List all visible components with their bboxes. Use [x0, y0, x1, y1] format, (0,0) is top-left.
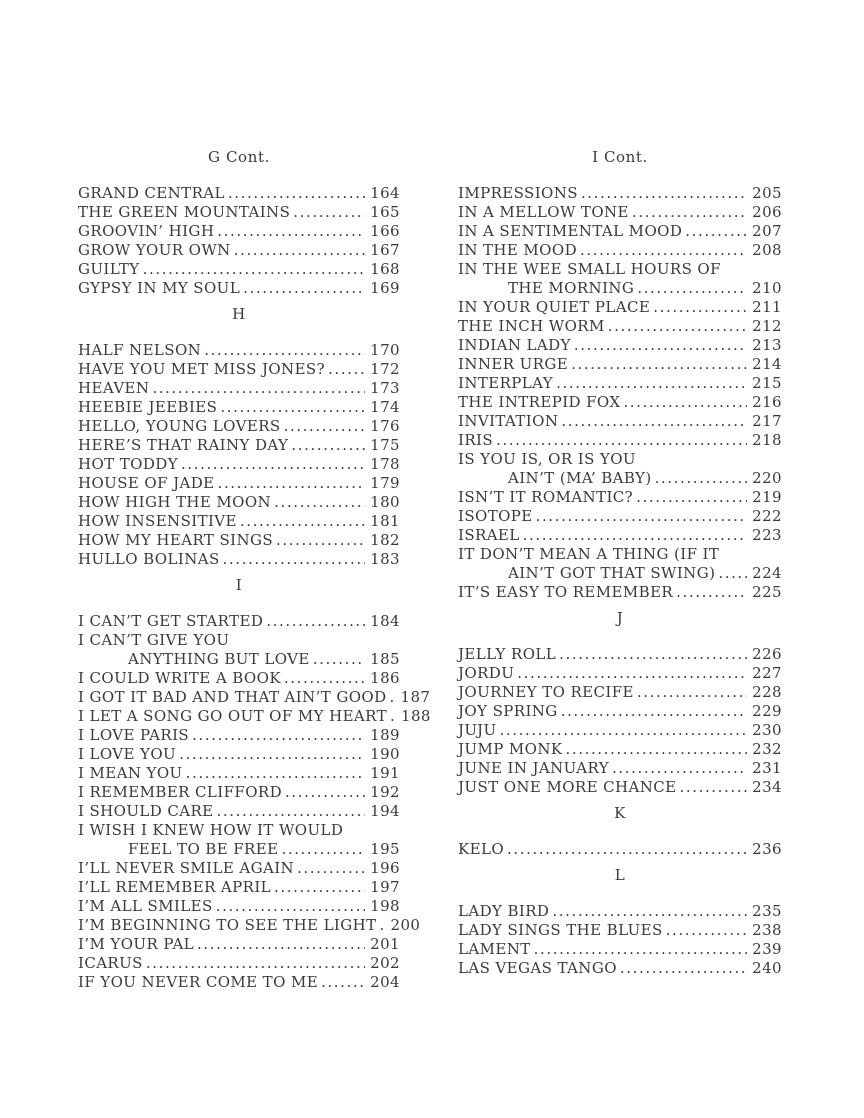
toc-entry-row [458, 902, 782, 921]
page-number: 165 [370, 203, 400, 221]
toc-entry-row [458, 279, 782, 298]
song-title: JOY SPRING [458, 702, 558, 720]
toc-entry-row [458, 583, 782, 602]
dot-leader [565, 740, 747, 759]
song-title: JORDU [458, 664, 515, 682]
dot-leader [574, 336, 747, 355]
dot-leader [192, 726, 365, 745]
page-number: 210 [752, 279, 782, 297]
song-title: INVITATION [458, 412, 559, 430]
song-title: IF YOU NEVER COME TO ME [78, 973, 319, 991]
page-number: 196 [370, 859, 400, 877]
song-title: JUMP MONK [458, 740, 563, 758]
page-number: 194 [370, 802, 400, 820]
toc-entry-row [78, 222, 400, 241]
dot-leader [179, 745, 365, 764]
dot-leader [623, 393, 747, 412]
song-title: HEEBIE JEEBIES [78, 398, 218, 416]
page-number: 218 [752, 431, 782, 449]
song-title: HOW INSENSITIVE [78, 512, 237, 530]
dot-leader [217, 802, 366, 821]
page-number: 220 [752, 469, 782, 487]
page-number: 187 [400, 688, 431, 706]
page-number: 179 [370, 474, 400, 492]
dot-leader [328, 360, 365, 379]
song-title: ISRAEL [458, 526, 520, 544]
dot-leader [152, 379, 365, 398]
song-title: IT DON’T MEAN A THING (IF IT [458, 545, 720, 563]
song-title: HOT TODDY [78, 455, 179, 473]
page-number: 234 [752, 778, 782, 796]
page-number: 167 [370, 241, 400, 259]
song-title: GRAND CENTRAL [78, 184, 225, 202]
toc-entry-row [458, 683, 782, 702]
song-title: I LOVE PARIS [78, 726, 190, 744]
page-number: 236 [752, 840, 782, 858]
page-number: 206 [752, 203, 782, 221]
dot-leader [197, 935, 365, 954]
dot-leader [620, 959, 747, 978]
dot-leader [571, 355, 747, 374]
page-number: 200 [390, 916, 421, 934]
toc-entry-row [78, 455, 400, 474]
page-number: 169 [370, 279, 400, 297]
page-number: 182 [370, 531, 400, 549]
dot-leader [291, 436, 365, 455]
page-number: 186 [370, 669, 400, 687]
song-title: I CAN’T GET STARTED [78, 612, 264, 630]
dot-leader [313, 650, 365, 669]
page-number: 174 [370, 398, 400, 416]
page-number: 205 [752, 184, 782, 202]
song-title: JUST ONE MORE CHANCE [458, 778, 677, 796]
dot-leader [552, 902, 747, 921]
toc-entry-row [78, 707, 431, 726]
toc-entry-row [458, 393, 782, 412]
dot-leader [223, 550, 366, 569]
dot-leader [274, 493, 365, 512]
toc-entry-row [458, 317, 782, 336]
dot-leader [556, 374, 747, 393]
dot-leader [297, 859, 365, 878]
page-number: 235 [752, 902, 782, 920]
song-title: INTERPLAY [458, 374, 554, 392]
page-number: 232 [752, 740, 782, 758]
toc-entry-row [78, 954, 400, 973]
dot-leader [653, 298, 747, 317]
dot-leader [181, 455, 365, 474]
page-number: 181 [370, 512, 400, 530]
dot-leader [390, 688, 396, 707]
song-title: I’M YOUR PAL [78, 935, 195, 953]
song-title: IS YOU IS, OR IS YOU [458, 450, 636, 468]
dot-leader [276, 531, 365, 550]
song-title: IN THE WEE SMALL HOURS OF [458, 260, 721, 278]
dot-leader [679, 778, 747, 797]
dot-leader [636, 488, 747, 507]
page-number: 208 [752, 241, 782, 259]
dot-leader [559, 645, 747, 664]
song-title: HERE’S THAT RAINY DAY [78, 436, 289, 454]
toc-entry-row [458, 664, 782, 683]
dot-leader [146, 954, 365, 973]
song-title: IN A SENTIMENTAL MOOD [458, 222, 683, 240]
toc-entry-row [78, 783, 400, 802]
dot-leader [216, 897, 365, 916]
toc-entry-row [458, 721, 782, 740]
song-title: LADY SINGS THE BLUES [458, 921, 663, 939]
toc-entry-row [458, 959, 782, 978]
page-number: 227 [752, 664, 782, 682]
page-number: 213 [752, 336, 782, 354]
page-number: 204 [370, 973, 400, 991]
toc-entry-row [78, 878, 400, 897]
toc-column-right [458, 0, 782, 978]
dot-leader [220, 398, 365, 417]
page-number: 166 [370, 222, 400, 240]
toc-entry-row [78, 493, 400, 512]
toc-entry-row [78, 973, 400, 992]
toc-entry-row [458, 921, 782, 940]
song-title: THE INCH WORM [458, 317, 605, 335]
toc-entry-row [78, 184, 400, 203]
toc-entry-row [78, 531, 400, 550]
page-number: 238 [752, 921, 782, 939]
song-title: THE INTREPID FOX [458, 393, 621, 411]
page-number: 201 [370, 935, 400, 953]
dot-leader [266, 612, 365, 631]
toc-entry-row [78, 859, 400, 878]
song-title: ICARUS [78, 954, 143, 972]
dot-leader [186, 764, 366, 783]
toc-entry-row [458, 940, 782, 959]
toc-entry-row [458, 241, 782, 260]
toc-entry-row [458, 431, 782, 450]
toc-entry-row [78, 916, 421, 935]
page-number: 225 [752, 583, 782, 601]
page-number: 223 [752, 526, 782, 544]
section-heading: L [614, 866, 626, 884]
dot-leader [507, 840, 747, 859]
song-title: JELLY ROLL [458, 645, 557, 663]
song-title: IMPRESSIONS [458, 184, 578, 202]
dot-leader [284, 417, 366, 436]
page-number: 195 [370, 840, 400, 858]
toc-entry-row [458, 298, 782, 317]
song-title: HOUSE OF JADE [78, 474, 215, 492]
page-number: 189 [370, 726, 400, 744]
toc-entry-row [458, 412, 782, 431]
page-number: 219 [752, 488, 782, 506]
toc-column-left [78, 0, 431, 992]
page-number: 184 [370, 612, 400, 630]
song-title: AIN’T GOT THAT SWING) [508, 564, 716, 582]
page-number: 240 [752, 959, 782, 977]
page-number: 170 [370, 341, 400, 359]
toc-entry-row [458, 645, 782, 664]
toc-entry-row [458, 759, 782, 778]
song-title: HELLO, YOUNG LOVERS [78, 417, 281, 435]
dot-leader [500, 721, 748, 740]
toc-entry-row [78, 360, 400, 379]
page-number: 228 [752, 683, 782, 701]
song-title: IRIS [458, 431, 494, 449]
page-number: 188 [401, 707, 431, 725]
dot-leader [608, 317, 747, 336]
page-number: 215 [752, 374, 782, 392]
toc-entry-row [78, 650, 400, 669]
song-title: HULLO BOLINAS [78, 550, 220, 568]
toc-entry-row [78, 436, 400, 455]
song-title: INDIAN LADY [458, 336, 571, 354]
toc-entry-row [78, 840, 400, 859]
dot-leader [204, 341, 365, 360]
toc-entry-row [78, 550, 400, 569]
page-number: 172 [370, 360, 400, 378]
toc-entry-row [78, 726, 400, 745]
dot-leader [632, 203, 747, 222]
song-title: I LOVE YOU [78, 745, 177, 763]
dot-leader [581, 184, 747, 203]
toc-entry-row [458, 450, 782, 469]
song-title: HEAVEN [78, 379, 150, 397]
dot-leader [536, 507, 748, 526]
section-heading: I Cont. [592, 148, 648, 166]
dot-leader [561, 412, 747, 431]
toc-entry-row [78, 279, 400, 298]
page-number: 183 [370, 550, 400, 568]
song-title: LAS VEGAS TANGO [458, 959, 617, 977]
toc-entry-row [78, 612, 400, 631]
toc-entry-row [78, 745, 400, 764]
dot-leader [496, 431, 747, 450]
page-number: 222 [752, 507, 782, 525]
page-number: 207 [752, 222, 782, 240]
toc-entry-row [458, 740, 782, 759]
dot-leader [685, 222, 747, 241]
dot-leader [321, 973, 365, 992]
page-number: 178 [370, 455, 400, 473]
toc-entry-row [458, 374, 782, 393]
song-title: I MEAN YOU [78, 764, 183, 782]
dot-leader [285, 783, 365, 802]
page-number: 229 [752, 702, 782, 720]
dot-leader [637, 279, 747, 298]
song-title: GYPSY IN MY SOUL [78, 279, 241, 297]
toc-entry-row [78, 669, 400, 688]
song-title: JOURNEY TO RECIFE [458, 683, 634, 701]
dot-leader [217, 222, 365, 241]
dot-leader [523, 526, 748, 545]
toc-entry-row [78, 241, 400, 260]
page-number: 197 [370, 878, 400, 896]
section-heading: J [616, 609, 624, 627]
toc-entry-row [458, 778, 782, 797]
toc-entry-row [458, 488, 782, 507]
song-title: I’LL REMEMBER APRIL [78, 878, 272, 896]
page-number: 231 [752, 759, 782, 777]
page-number: 175 [370, 436, 400, 454]
song-title: I COULD WRITE A BOOK [78, 669, 281, 687]
toc-entry-row [78, 935, 400, 954]
dot-leader [240, 512, 365, 531]
song-title: ISOTOPE [458, 507, 533, 525]
toc-entry-row [458, 469, 782, 488]
dot-leader [561, 702, 747, 721]
dot-leader [143, 260, 366, 279]
toc-entry-row [78, 631, 400, 650]
song-title: HOW MY HEART SINGS [78, 531, 274, 549]
page-number: 212 [752, 317, 782, 335]
toc-entry-row [458, 260, 782, 279]
section-heading: K [614, 804, 626, 822]
dot-leader [228, 184, 365, 203]
toc-entry-row [78, 512, 400, 531]
song-title: KELO [458, 840, 505, 858]
page-number: 239 [752, 940, 782, 958]
toc-entry-row [78, 341, 400, 360]
toc-entry-row [78, 417, 400, 436]
dot-leader [218, 474, 366, 493]
song-title: IN A MELLOW TONE [458, 203, 629, 221]
page-number: 214 [752, 355, 782, 373]
song-title: HALF NELSON [78, 341, 202, 359]
toc-entry-row [78, 379, 400, 398]
song-title: IT’S EASY TO REMEMBER [458, 583, 674, 601]
dot-leader [612, 759, 747, 778]
song-title: I’M ALL SMILES [78, 897, 213, 915]
song-title: ISN’T IT ROMANTIC? [458, 488, 634, 506]
dot-leader [390, 707, 396, 726]
song-title: IN YOUR QUIET PLACE [458, 298, 651, 316]
page-number: 190 [370, 745, 400, 763]
section-heading: I [235, 576, 243, 594]
song-title: I REMEMBER CLIFFORD [78, 783, 283, 801]
toc-entry-row [78, 203, 400, 222]
dot-leader [243, 279, 365, 298]
page-number: 191 [370, 764, 400, 782]
song-title: LADY BIRD [458, 902, 550, 920]
page-number: 180 [370, 493, 400, 511]
song-title: I CAN’T GIVE YOU [78, 631, 230, 649]
page-number: 217 [752, 412, 782, 430]
toc-entry-row [458, 564, 782, 583]
song-title: HOW HIGH THE MOON [78, 493, 272, 511]
dot-leader [293, 203, 365, 222]
dot-leader [274, 878, 365, 897]
song-title: INNER URGE [458, 355, 569, 373]
section-heading: G Cont. [208, 148, 270, 166]
song-title: I GOT IT BAD AND THAT AIN’T GOOD [78, 688, 387, 706]
dot-leader [517, 664, 747, 683]
page-number: 226 [752, 645, 782, 663]
toc-entry-row [458, 355, 782, 374]
page-number: 224 [752, 564, 782, 582]
song-title: AIN’T (MA’ BABY) [508, 469, 652, 487]
toc-entry-row [458, 222, 782, 241]
song-title: I LET A SONG GO OUT OF MY HEART [78, 707, 387, 725]
dot-leader [666, 921, 747, 940]
song-title: JUNE IN JANUARY [458, 759, 610, 777]
song-title: GROW YOUR OWN [78, 241, 231, 259]
toc-entry-row [78, 474, 400, 493]
song-title: GUILTY [78, 260, 140, 278]
dot-leader [281, 840, 365, 859]
dot-leader [534, 940, 748, 959]
page-number: 173 [370, 379, 400, 397]
page-number: 176 [370, 417, 400, 435]
dot-leader [580, 241, 747, 260]
toc-entry-row [458, 336, 782, 355]
song-title: I SHOULD CARE [78, 802, 214, 820]
song-title: JUJU [458, 721, 497, 739]
song-title: I’M BEGINNING TO SEE THE LIGHT [78, 916, 377, 934]
toc-entry-row [458, 526, 782, 545]
toc-entry-row [78, 398, 400, 417]
toc-entry-row [78, 688, 431, 707]
page-number: 202 [370, 954, 400, 972]
song-title: I’LL NEVER SMILE AGAIN [78, 859, 295, 877]
song-title: ANYTHING BUT LOVE [128, 650, 310, 668]
page-number: 198 [370, 897, 400, 915]
page-number: 230 [752, 721, 782, 739]
song-title: HAVE YOU MET MISS JONES? [78, 360, 326, 378]
toc-entry-row [458, 184, 782, 203]
dot-leader [380, 916, 386, 935]
page-number: 216 [752, 393, 782, 411]
page-number: 192 [370, 783, 400, 801]
page-number: 168 [370, 260, 400, 278]
dot-leader [676, 583, 747, 602]
song-title: THE GREEN MOUNTAINS [78, 203, 291, 221]
dot-leader [655, 469, 748, 488]
song-title: IN THE MOOD [458, 241, 578, 259]
toc-entry-row [78, 802, 400, 821]
dot-leader [718, 564, 747, 583]
toc-entry-row [458, 545, 782, 564]
toc-entry-row [458, 702, 782, 721]
dot-leader [637, 683, 747, 702]
song-title: GROOVIN’ HIGH [78, 222, 215, 240]
dot-leader [234, 241, 365, 260]
toc-entry-row [458, 840, 782, 859]
song-title: LAMENT [458, 940, 531, 958]
song-title: FEEL TO BE FREE [128, 840, 279, 858]
page-number: 185 [370, 650, 400, 668]
toc-entry-row [458, 203, 782, 222]
toc-entry-row [458, 507, 782, 526]
toc-entry-row [78, 260, 400, 279]
song-title: I WISH I KNEW HOW IT WOULD [78, 821, 344, 839]
song-title: THE MORNING [508, 279, 635, 297]
section-heading: H [232, 305, 246, 323]
toc-entry-row [78, 821, 400, 840]
toc-entry-row [78, 897, 400, 916]
page-number: 211 [752, 298, 782, 316]
dot-leader [284, 669, 365, 688]
page-number: 164 [370, 184, 400, 202]
toc-entry-row [78, 764, 400, 783]
